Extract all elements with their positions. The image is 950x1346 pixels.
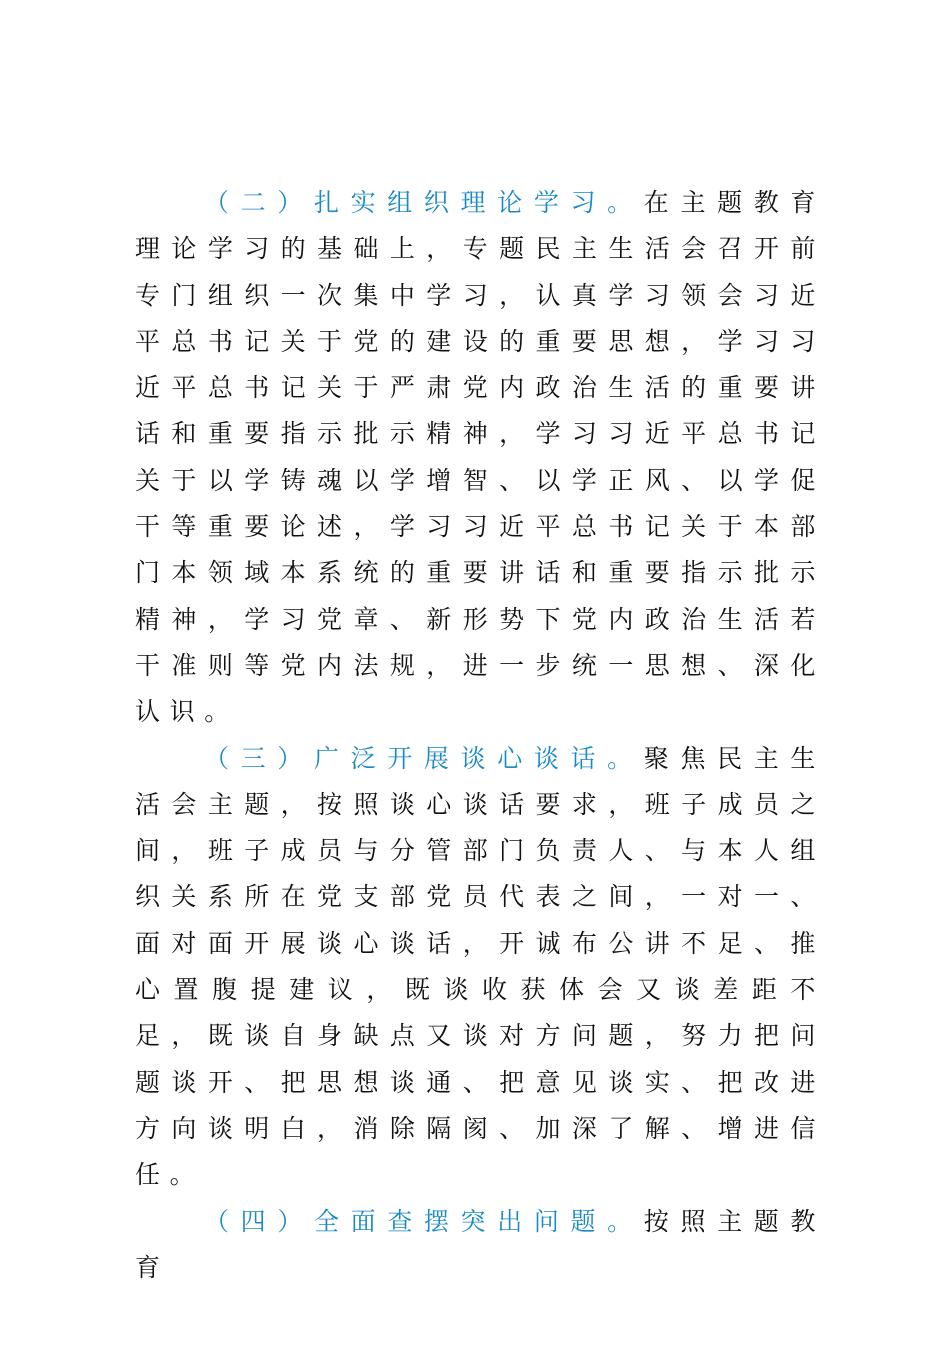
paragraph-3 [135, 736, 825, 1199]
paragraph-4 [135, 1199, 825, 1292]
paragraph-2 [135, 180, 825, 736]
document-body [135, 180, 825, 1291]
section-heading-2: （二）扎实组织理论学习。 [204, 188, 644, 217]
paragraph-text-3: 聚焦民主生活会主题，按照谈心谈话要求，班子成员之间，班子成员与分管部门负责人、与本人组织关系所在党支部党员代表之间，一对一、面对面开展谈心谈话，开诚布公讲不足、推心置腹提建议，既谈收获体会又谈差距不足，既谈自身缺点又谈对方问题，努力把问题谈开、把思想谈通、把意见谈实、把改进方向谈明白，消除隔阂、加深了解、增进信任。 [135, 743, 825, 1190]
section-heading-4: （四）全面查摆突出问题。 [204, 1206, 644, 1236]
paragraph-text-2: 在主题教育理论学习的基础上，专题民主生活会召开前专门组织一次集中学习，认真学习领会习近平总书记关于党的建设的重要思想，学习习近平总书记关于严肃党内政治生活的重要讲话和重要指示批示精神，学习习近平总书记关于以学铸魂以学增智、以学正风、以学促干等重要论述，学习习近平总书记关于本部门本领域本系统的重要讲话和重要指示批示精神，学习党章、新形势下党内政治生活若干准则等党内法规，进一步统一思想、深化认识。 [135, 188, 825, 727]
section-heading-3: （三）广泛开展谈心谈话。 [204, 743, 644, 773]
paragraph-text-4: 按照主题教育 [135, 1206, 825, 1282]
